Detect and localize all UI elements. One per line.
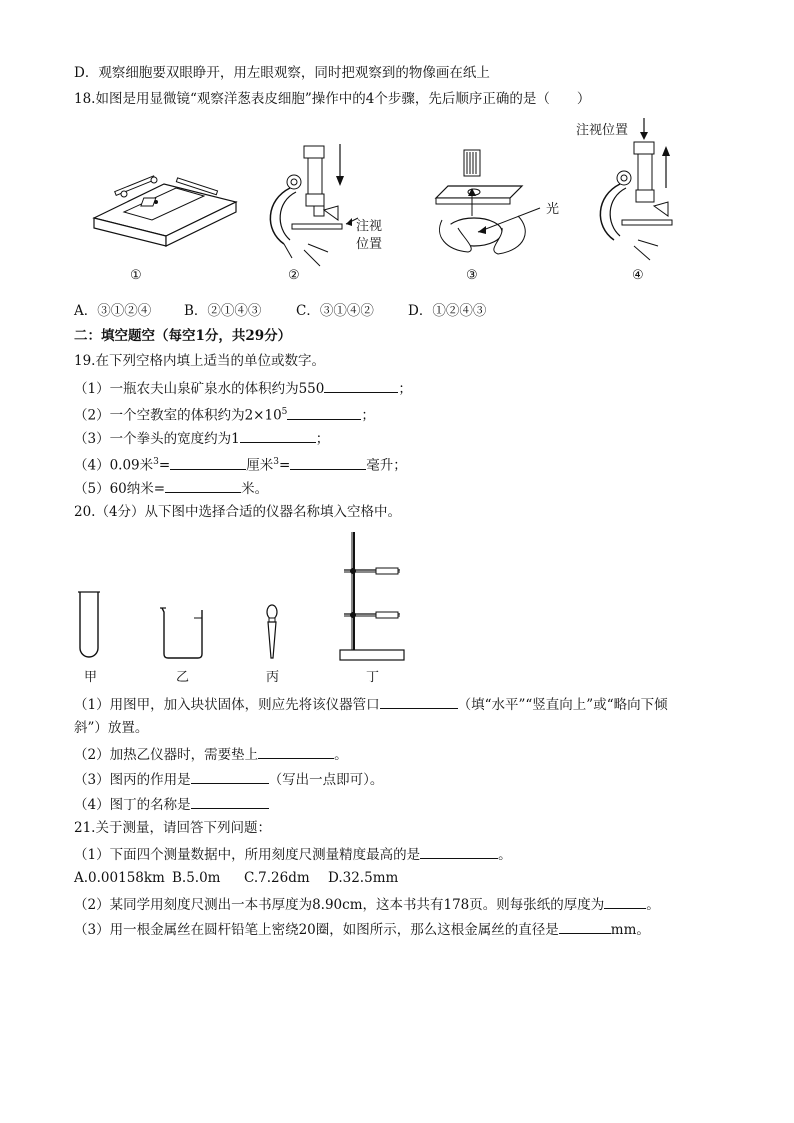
q19-item-1: [74, 378, 412, 398]
q20-blank-1[interactable]: [380, 694, 458, 709]
q21-option-c[interactable]: C.7.26dm: [244, 870, 310, 886]
q20-item-2-text: （2）加热乙仪器时，需要垫上: [74, 747, 259, 763]
fig2-note-line2: 位置: [356, 237, 383, 252]
q20-item-2-end: 。: [334, 747, 348, 763]
q21-option-b[interactable]: B.5.0m: [172, 870, 221, 886]
iron-stand-figure: [336, 528, 408, 664]
apparatus-label-bing: 丙: [266, 670, 280, 685]
hands-mirror-figure: [432, 146, 562, 261]
figure-label-1: ①: [130, 268, 142, 283]
dropper-figure: [262, 604, 282, 660]
q19-blank-2[interactable]: [287, 405, 361, 420]
figure-label-4: ④: [632, 268, 644, 283]
q19-item-1-end: ；: [398, 381, 412, 397]
microscope-raising-figure: [594, 118, 704, 268]
q21-item-3-text: （3）用一根金属丝在圆杆铅笔上密绕20圈，如图所示，那么这根金属丝的直径是: [74, 922, 559, 938]
q18-option-a[interactable]: A．③①②④: [74, 303, 152, 319]
q19-item-2: [74, 403, 375, 425]
fig2-note-line1: 注视: [356, 219, 383, 234]
q20-item-3: [74, 769, 383, 789]
fig4-note: 注视位置: [576, 123, 629, 138]
q19-item-5: [74, 478, 268, 498]
q19-item-2-text: （2）一个空教室的体积约为2×10: [74, 407, 282, 424]
q20-stem: 20.（4分）从下图中选择合适的仪器名称填入空格中。: [74, 504, 402, 520]
apparatus-label-ding: 丁: [366, 670, 380, 685]
apparatus-label-yi: 乙: [176, 670, 190, 685]
figure-label-2: ②: [288, 268, 300, 283]
q21-blank-2[interactable]: [604, 894, 646, 909]
q21-item-1-end: 。: [498, 847, 512, 863]
q20-blank-3[interactable]: [191, 769, 269, 784]
apparatus-label-jia: 甲: [84, 670, 98, 685]
q21-option-a[interactable]: A.0.00158km: [74, 870, 165, 886]
q19-item-4-unit: 厘米: [246, 457, 274, 474]
q21-item-1-text: （1）下面四个测量数据中，所用刻度尺测量精度最高的是: [74, 847, 421, 863]
q19-item-4-eq2: =: [278, 457, 291, 474]
q21-item-2: [74, 894, 660, 914]
fig3-note: 光: [546, 202, 560, 217]
q19-blank-4a[interactable]: [170, 455, 246, 470]
q21-item-2-end: 。: [646, 897, 660, 913]
q19-blank-1[interactable]: [324, 378, 398, 393]
slide-specimen-figure: [84, 170, 244, 255]
q19-item-4-end: 毫升；: [366, 457, 407, 474]
figure-label-3: ③: [466, 268, 478, 283]
q19-item-3: [74, 428, 329, 448]
q21-blank-1[interactable]: [420, 844, 498, 859]
q19-item-2-exponent: 5: [281, 407, 288, 417]
q21-blank-3[interactable]: [559, 919, 611, 934]
q20-item-2: [74, 744, 348, 764]
q19-stem: 19.在下列空格内填上适当的单位或数字。: [74, 353, 325, 369]
q18-option-d[interactable]: D．①②④③: [408, 303, 487, 319]
q19-item-5-text: （5）60纳米=: [74, 481, 166, 497]
q20-item-1-hint: （填“水平”“竖直向上”或“略向下倾: [457, 697, 668, 713]
q20-item-3-hint: （写出一点即可）。: [268, 772, 384, 788]
q19-item-4-eq1: =: [158, 457, 171, 474]
q19-blank-3[interactable]: [240, 428, 316, 443]
q21-option-d[interactable]: D.32.5mm: [328, 870, 399, 886]
q18-options: [74, 302, 486, 320]
q18-stem: 18.如图是用显微镜“观察洋葱表皮细胞”操作中的4个步骤，先后顺序正确的是（ ）: [74, 91, 591, 107]
q18-option-c[interactable]: C．③①④②: [296, 303, 374, 319]
q21-item-2-text: （2）某同学用刻度尺测出一本书厚度为8.90cm，这本书共有178页。则每张纸的厚度为: [74, 897, 605, 913]
section-2-title: 二：填空题空（每空1分，共29分）: [74, 328, 292, 344]
q21-options: [74, 869, 398, 887]
q19-blank-5[interactable]: [165, 478, 241, 493]
q19-blank-4b[interactable]: [290, 455, 366, 470]
q20-blank-4[interactable]: [191, 794, 269, 809]
q19-item-4-text: （4）0.09米: [74, 457, 154, 474]
q20-item-1: [74, 694, 668, 714]
q19-item-5-end: 米。: [241, 481, 269, 497]
q20-item-1-text: （1）用图甲，加入块状固体，则应先将该仪器管口: [74, 697, 380, 713]
test-tube-figure: [74, 590, 104, 664]
q19-item-2-end: ；: [361, 407, 375, 424]
q19-item-4-exponent-2: 3: [273, 457, 279, 467]
beaker-figure: [158, 604, 208, 660]
q19-item-3-end: ；: [315, 431, 330, 447]
q19-item-4-exponent: 3: [153, 457, 159, 467]
q20-item-4-text: （4）图丁的名称是: [74, 797, 191, 813]
q20-blank-2[interactable]: [258, 744, 334, 759]
q17-option-d: D．观察细胞要双眼睁开，用左眼观察，同时把观察到的物像画在纸上: [74, 65, 490, 81]
q19-item-4: [74, 453, 407, 475]
q19-item-3-text: （3）一个拳头的宽度约为1: [74, 431, 240, 447]
q19-item-1-text: （1）一瓶农夫山泉矿泉水的体积约为550: [74, 381, 325, 397]
q18-option-b[interactable]: B．②①④③: [184, 303, 262, 319]
q21-stem: 21.关于测量，请回答下列问题：: [74, 820, 271, 836]
q21-item-1: [74, 844, 512, 864]
q20-item-1-cont: 斜”）放置。: [74, 720, 149, 736]
q21-item-3: [74, 919, 650, 939]
q21-item-3-unit: mm。: [610, 922, 650, 938]
q20-item-4: [74, 794, 269, 814]
q20-item-3-text: （3）图丙的作用是: [74, 772, 191, 788]
